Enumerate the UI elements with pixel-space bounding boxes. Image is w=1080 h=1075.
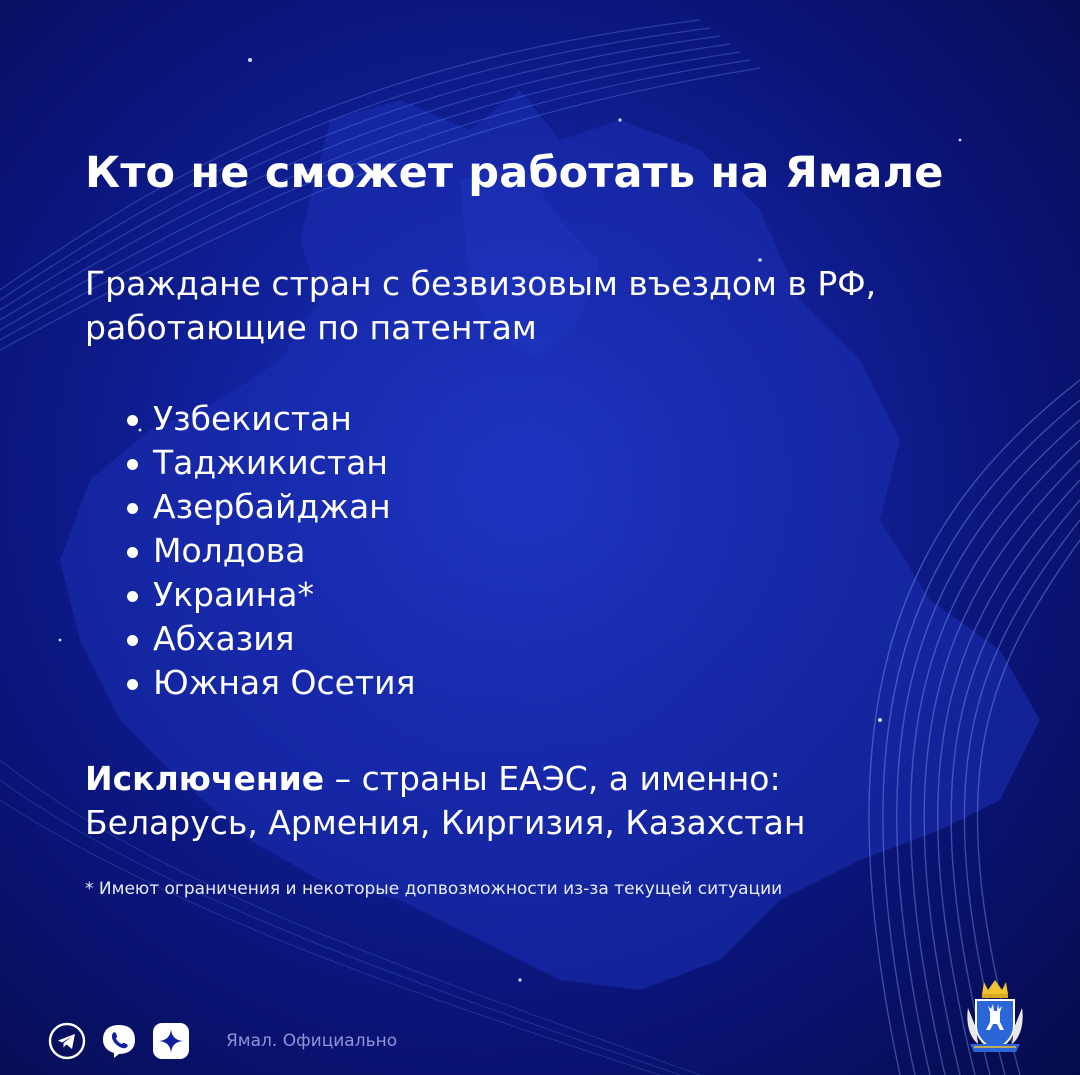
intro-text bbox=[85, 262, 985, 350]
exception-label: Исключение bbox=[85, 759, 325, 798]
brand-label: Ямал. Официально bbox=[226, 1031, 398, 1051]
exception-countries: Беларусь, Армения, Киргизия, Казахстан bbox=[85, 803, 806, 842]
page-title: Кто не сможет работать на Ямале bbox=[85, 148, 944, 198]
footnote: * Имеют ограничения и некоторые допвозможности из-за текущей ситуации bbox=[85, 879, 783, 899]
list-item: Азербайджан bbox=[127, 485, 415, 529]
list-item: Узбекистан bbox=[127, 397, 415, 441]
exception-rest: – страны ЕАЭС, а именно: bbox=[324, 759, 781, 798]
list-item: Молдова bbox=[127, 529, 415, 573]
bullet-icon bbox=[127, 679, 138, 690]
bullet-icon bbox=[127, 635, 138, 646]
list-item: Южная Осетия bbox=[127, 661, 415, 705]
dzen-icon[interactable] bbox=[152, 1022, 190, 1060]
exception-text bbox=[85, 757, 1005, 845]
viber-icon[interactable] bbox=[100, 1022, 138, 1060]
bullet-icon bbox=[127, 547, 138, 558]
telegram-icon[interactable] bbox=[48, 1022, 86, 1060]
list-item: Абхазия bbox=[127, 617, 415, 661]
social-links bbox=[48, 1022, 397, 1060]
coat-of-arms-icon bbox=[964, 978, 1026, 1054]
bullet-icon bbox=[127, 459, 138, 470]
list-item: Украина* bbox=[127, 573, 415, 617]
intro-line-1: Граждане стран с безвизовым въездом в РФ, bbox=[85, 264, 877, 303]
bullet-icon bbox=[127, 591, 138, 602]
bullet-icon bbox=[127, 415, 138, 426]
list-item: Таджикистан bbox=[127, 441, 415, 485]
country-list bbox=[127, 397, 415, 705]
intro-line-2: работающие по патентам bbox=[85, 308, 537, 347]
bullet-icon bbox=[127, 503, 138, 514]
